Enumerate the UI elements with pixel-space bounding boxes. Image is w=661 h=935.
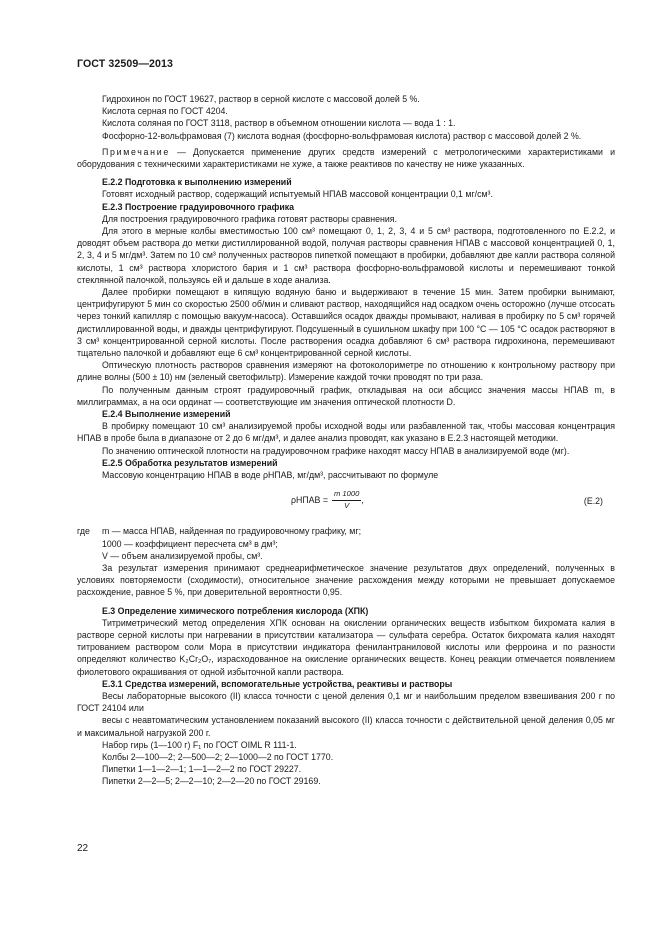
heading-e31: Е.3.1 Средства измерений, вспомогательные устройства, реактивы и растворы: [102, 678, 453, 689]
reagent-hydroquinone: Гидрохинон по ГОСТ 19627, раствор в серной кислоте с массовой долей 5 %.: [102, 94, 420, 104]
e24-paragraph-1: В пробирку помещают 10 см³ анализируемой пробы исходной воды или разбавленной так, чтобы массовая концентрация НПАВ в пробе была в диапазоне от 2 до 6 мг/дм³, и далее анализ проводят, как указано в Е.2.3 настоящей методики.: [77, 421, 615, 444]
note-text: — Допускается применение других средств измерений с метрологическими характеристиками и оборудования с техническими характеристиками не хуже, а также реактивов по качеству не ниже указанных.: [77, 146, 615, 170]
formula-fraction: [332, 489, 364, 511]
note: [77, 146, 615, 170]
definition-m: m — масса НПАВ, найденная по градуировочному графику, мг;: [102, 526, 362, 537]
e25-paragraph-2: За результат измерения принимают среднеарифметическое значение результатов двух определений, полученных в условиях повторяемости (сходимости), относительное значение расхождения между которыми не превышает допускаемое расхождение, равное 5 %, при доверительной вероятности 0,95.: [77, 562, 615, 598]
e23-paragraph-1: Для построения градуировочного графика готовят растворы сравнения.: [102, 213, 398, 224]
e31-scales-1: Весы лабораторные высокого (II) класса точности с ценой деления 0,1 мг и наибольшим пределом взвешивания 200 г по ГОСТ 24104 или: [77, 690, 615, 714]
definition-1000: 1000 — коэффициент пересчета см³ в дм³;: [102, 538, 278, 549]
definition-v: V — объем анализируемой пробы, см³.: [102, 550, 263, 561]
e23-paragraph-2: Для этого в мерные колбы вместимостью 100 см³ помещают 0, 1, 2, 3, 4 и 5 см³ раствора, подготовленного по Е.2.2, и доводят объем раствора до метки дистиллированной водой, получая растворы сравнения НПАВ с массовой концентрацией 0, 1, 2, 3, 4 и 5 мг/дм³. Затем по 10 см³ полученных растворов пипеткой помещают в пробирки, добавляют две капли раствора соляной кислоты, 1 см³ раствора хлористого бария и 1 см³ раствора фосфорно-вольфрамовой кислоты и перемешивают тонкой стеклянной палочкой, пользуясь ей и дальше в ходе анализа.: [77, 226, 615, 285]
equation-number: (Е.2): [583, 496, 603, 507]
e31-scales-2: весы с неавтоматическим установлением показаний высокого (II) класса точности с действительной ценой деления 0,05 мг и максимальной нагрузкой 200 г.: [77, 715, 615, 738]
formula-e2: [77, 487, 615, 517]
heading-e3: Е.3 Определение химического потребления кислорода (ХПК): [102, 605, 369, 616]
document-page: [77, 58, 615, 788]
e31-weights: Набор гирь (1—100 г) F₁ по ГОСТ OIML R 111-1.: [102, 739, 297, 750]
formula-numerator: m 1000: [332, 489, 361, 501]
where-word: где: [77, 526, 90, 537]
e31-pipettes-2: Пипетки 2—2—5; 2—2—10; 2—2—20 по ГОСТ 29169.: [102, 776, 321, 787]
reagent-hydrochloric-acid: Кислота соляная по ГОСТ 3118, раствор в объемном отношении кислота — вода 1 : 1.: [102, 118, 456, 129]
e23-paragraph-3: Далее пробирки помещают в кипящую водяную баню и выдерживают в течение 15 мин. Затем пробирки вынимают, центрифугируют 5 мин со скоростью 2500 об/мин и сливают раствор, находящийся над осадком очень осторожно (лучше отсосать через тонкий капилляр с помощью вакуум-насоса). Оставшийся осадок дважды промывают, наливая в пробирку по 5 см³ горячей дистиллированной воды, и дважды центрифугируют. Подсушенный в сушильном шкафу при 100 °С — 105 °С осадок растворяют в 3 см³ концентрированной серной кислоты. После растворения осадка добавляют 6 см³ раствора гидрохинона, перемешивают тщательно палочкой и добавляют еще 6 см³ концентрированной серной кислоты.: [77, 287, 615, 359]
e22-paragraph: Готовят исходный раствор, содержащий испытуемый НПАВ массовой концентрации 0,1 мг/см³.: [102, 189, 493, 200]
formula-expression: [291, 489, 364, 511]
heading-e23: Е.2.3 Построение градуировочного графика: [102, 201, 295, 212]
heading-e25: Е.2.5 Обработка результатов измерений: [102, 457, 278, 468]
page-number: 22: [77, 843, 89, 854]
heading-e22: Е.2.2 Подготовка к выполнению измерений: [102, 177, 292, 188]
formula-lhs: ρНПАВ =: [291, 495, 328, 506]
standard-header: ГОСТ 32509—2013: [77, 58, 174, 70]
e23-paragraph-4: Оптическую плотность растворов сравнения измеряют на фотоколориметре по отношению к контрольному раствору при длине волны (500 ± 10) нм (зеленый светофильтр). Измерение каждой точки проводят по три раза.: [77, 360, 615, 383]
e25-paragraph-1: Массовую концентрацию НПАВ в воде ρНПАВ, мг/дм³, рассчитывают по формуле: [102, 470, 439, 481]
reagent-phosphotungstic-acid: Фосфорно-12-вольфрамовая (7) кислота водная (фосфорно-вольфрамовая кислота) раствор с массовой долей 2 %.: [102, 130, 582, 141]
e3-paragraph: Титриметрический метод определения ХПК основан на окислении органических веществ избытком бихромата калия в растворе серной кислоты при нагревании в присутствии катализатора — сульфата серебра. Остаток бихромата калия находят титрованием раствором соли Мора в присутствии индикатора фенилантраниловой кислоты или ферроина и по разности определяют количество K₂Cr₂O₇, израсходованное на окисление органических веществ. Конец реакции отмечается появлением фиолетового окрашивания от одной избыточной капли раствора.: [77, 617, 615, 677]
e23-paragraph-5: По полученным данным строят градуировочный график, откладывая на оси абсцисс значения массы НПАВ m, в миллиграммах, а на оси ординат — соответствующие им значения оптической плотности D.: [77, 384, 615, 407]
note-label: Примечание: [102, 146, 170, 157]
where-line: [77, 525, 615, 537]
formula-denominator: V: [344, 501, 350, 511]
reagent-sulfuric-acid: Кислота серная по ГОСТ 4204.: [102, 106, 228, 117]
e31-flasks: Колбы 2—100—2; 2—500—2; 2—1000—2 по ГОСТ 1770.: [102, 751, 334, 762]
e24-paragraph-2: По значению оптической плотности на градуировочном графике находят массу НПАВ в анализируемой воде (мг).: [102, 445, 570, 456]
formula-comma: ,: [361, 495, 364, 506]
heading-e24: Е.2.4 Выполнение измерений: [102, 409, 231, 420]
e31-pipettes-1: Пипетки 1—1—2—1; 1—1—2—2 по ГОСТ 29227.: [102, 764, 302, 775]
